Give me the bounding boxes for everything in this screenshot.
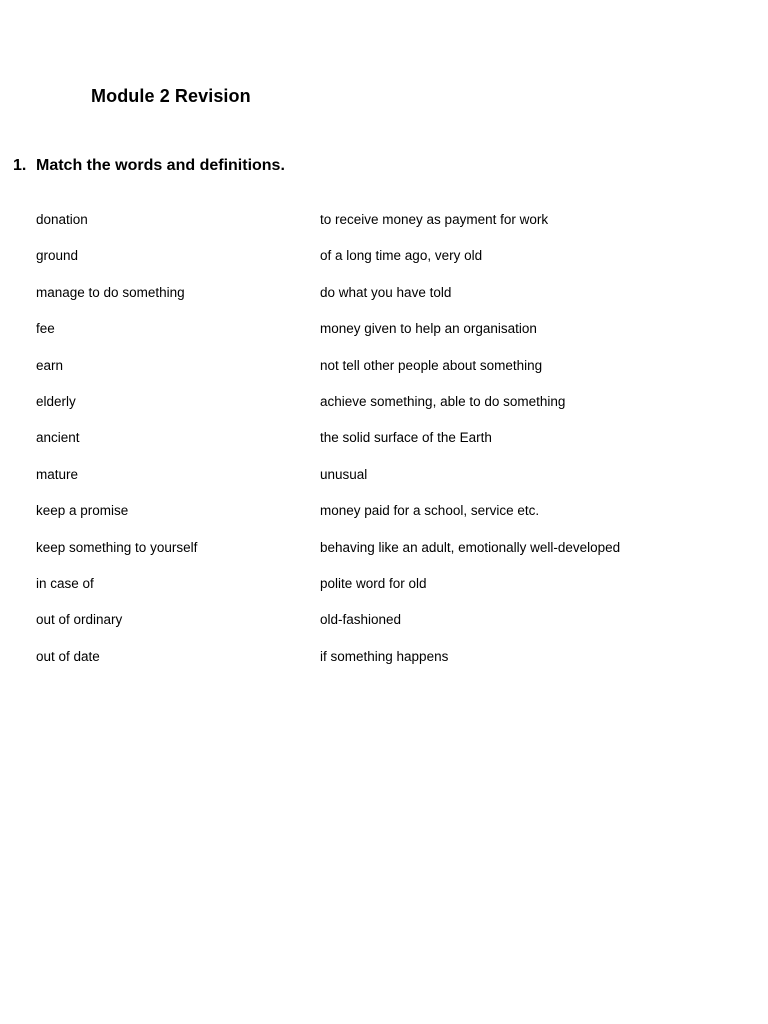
list-item [36,429,736,465]
list-item [36,502,736,538]
word-item: keep something to yourself [36,539,198,555]
list-item [36,357,736,393]
definition-item: achieve something, able to do something [320,393,566,409]
definition-item: old-fashioned [320,612,402,628]
word-item: manage to do something [36,284,185,300]
word-item: ancient [36,430,80,446]
word-item: earn [36,357,64,373]
definition-item: to receive money as payment for work [320,212,549,227]
definition-item: do what you have told [320,284,452,300]
list-item [36,611,736,647]
list-item [36,466,736,502]
question-number: 1. [13,157,27,174]
question-heading [13,157,285,175]
definition-item: if something happens [320,648,449,664]
document-title: Module 2 Revision [91,86,251,106]
list-item [36,247,736,283]
list-item [36,539,736,575]
list-item [36,648,736,684]
list-item [36,320,736,356]
list-item [36,575,736,611]
definition-item: behaving like an adult, emotionally well-developed [320,539,621,555]
definition-item: polite word for old [320,575,427,591]
question-text: Match the words and definitions. [36,157,285,174]
definition-item: the solid surface of the Earth [320,430,492,446]
matching-list [36,211,736,684]
word-item: mature [36,466,79,482]
list-item [36,211,736,247]
definition-item: of a long time ago, very old [320,248,483,264]
word-item: in case of [36,575,94,591]
word-item: elderly [36,393,76,409]
word-item: out of ordinary [36,612,123,628]
definition-item: not tell other people about something [320,357,543,373]
word-item: fee [36,321,55,337]
definition-item: money given to help an organisation [320,321,537,337]
list-item [36,393,736,429]
definition-item: unusual [320,466,368,482]
word-item: keep a promise [36,503,129,519]
definition-item: money paid for a school, service etc. [320,503,540,519]
word-item: ground [36,248,79,264]
word-item: donation [36,212,88,227]
word-item: out of date [36,648,100,664]
list-item [36,284,736,320]
